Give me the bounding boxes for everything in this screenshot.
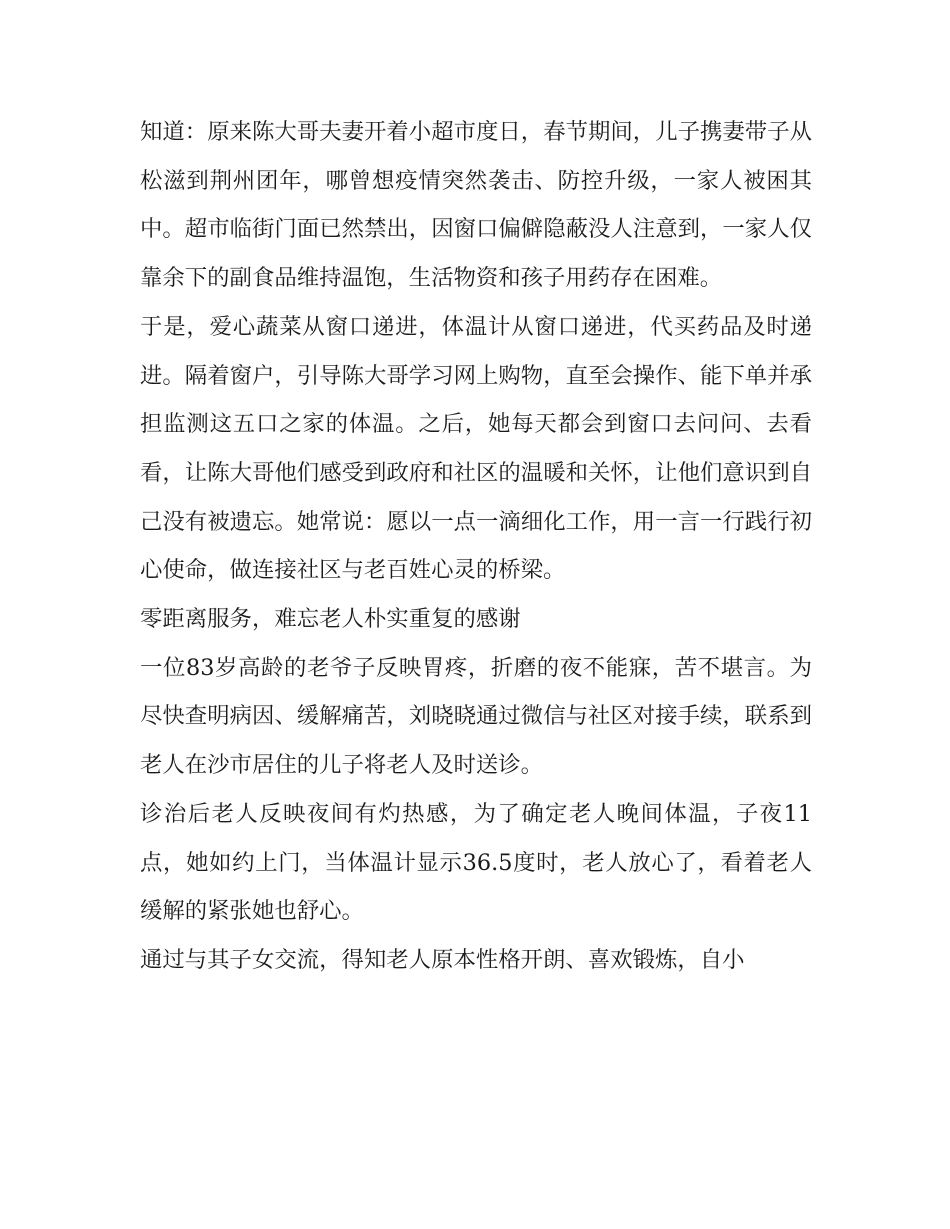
paragraph-3: 一位83岁高龄的老爷子反映胃疼，折磨的夜不能寐，苦不堪言。为尽快查明病因、缓解痛苦，刘晓晓通过微信与社区对接手续，联系到老人在沙市居住的儿子将老人及时送诊。 <box>140 654 812 779</box>
paragraph-4: 诊治后老人反映夜间有灼热感，为了确定老人晚间体温，子夜11点，她如约上门，当体温计显示36.5度时，老人放心了，看着老人缓解的紧张她也舒心。 <box>140 800 812 925</box>
paragraph-5: 通过与其子女交流，得知老人原本性格开朗、喜欢锻炼，自小 <box>140 946 745 973</box>
paragraph-1: 知道：原来陈大哥夫妻开着小超市度日，春节期间，儿子携妻带子从松滋到荆州团年，哪曾想疫情突然袭击、防控升级，一家人被困其中。超市临街门面已然禁出，因窗口偏僻隐蔽没人注意到，一家人仅靠余下的副食品维持温饱，生活物资和孩子用药存在困难。 <box>140 119 812 292</box>
section-heading: 零距离服务，难忘老人朴实重复的感谢 <box>140 606 521 633</box>
paragraph-2: 于是，爱心蔬菜从窗口递进，体温计从窗口递进，代买药品及时递进。隔着窗户，引导陈大哥学习网上购物，直至会操作、能下单并承担监测这五口之家的体温。之后，她每天都会到窗口去问问、去看看，让陈大哥他们感受到政府和社区的温暖和关怀，让他们意识到自己没有被遗忘。她常说：愿以一点一滴细化工作，用一言一行践行初心使命，做连接社区与老百姓心灵的桥梁。 <box>140 313 812 584</box>
document-body <box>140 108 812 985</box>
